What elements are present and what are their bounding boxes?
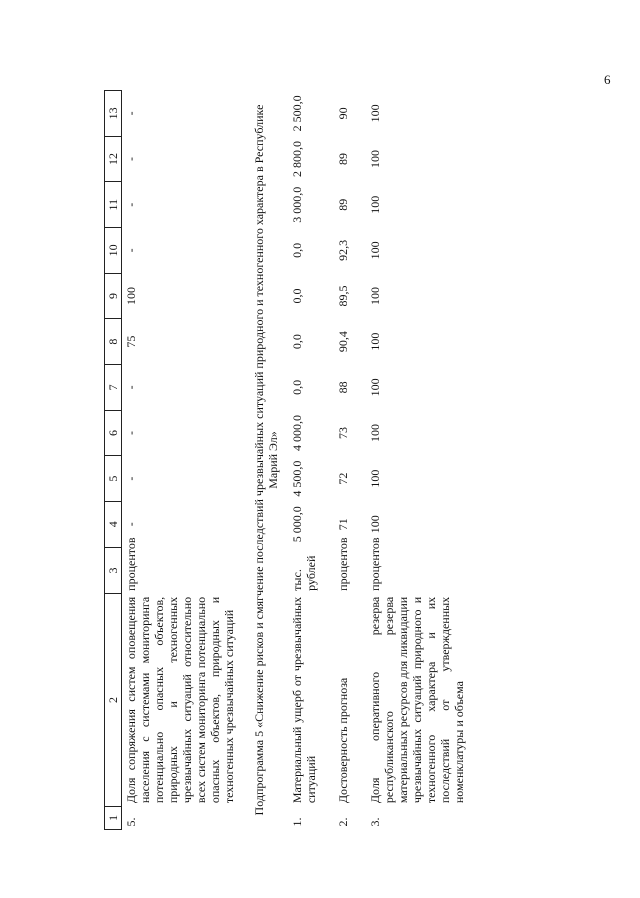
- value-cell: -: [124, 202, 138, 207]
- value-cell: 73: [336, 426, 350, 439]
- value-cell: 88: [336, 381, 350, 394]
- indicator-name: Доля сопряжения систем оповещения населения с системами мониторинга потенциально опасных объектов, природных и техногенных чрезвычайных ситуаций относительно всех систем мониторинга потенциально опасных объектов, природных и техногенных чрезвычайных ситуаций: [124, 596, 236, 804]
- value-cell: 100: [368, 515, 382, 534]
- value-cell: 0,0: [290, 334, 304, 350]
- rotated-table-container: [104, 90, 528, 830]
- value-cell: 100: [368, 287, 382, 305]
- value-cell: 2 500,0: [290, 95, 304, 132]
- value-cell: 89,5: [336, 285, 350, 307]
- spacer-row: [352, 91, 366, 830]
- value-cell: 75: [124, 335, 138, 348]
- header-cell: 7: [105, 364, 122, 410]
- header-cell: 11: [105, 182, 122, 228]
- table-row: [122, 91, 239, 830]
- value-cell: 72: [336, 472, 350, 485]
- spacer-row: [320, 91, 334, 830]
- value-cell: -: [124, 476, 138, 481]
- indicator-name: Доля оперативного резерва республиканского резерва материальных ресурсов для ликвидации чрезвычайных ситуаций природного и техногенного характера и их последствий от утвержденных номенклатуры и объема: [368, 596, 466, 804]
- header-row: [105, 91, 122, 830]
- value-cell: 100: [368, 332, 382, 351]
- unit-cell: процентов: [336, 537, 350, 591]
- header-cell: 4: [105, 501, 122, 547]
- value-cell: 0,0: [290, 242, 304, 258]
- value-cell: 100: [368, 241, 382, 260]
- table-row: [334, 91, 352, 830]
- page-number: 6: [604, 72, 611, 87]
- table-row: [366, 91, 468, 830]
- value-cell: -: [124, 248, 138, 253]
- row-number: 2.: [336, 817, 350, 827]
- value-cell: -: [124, 157, 138, 162]
- value-cell: 3 000,0: [290, 186, 304, 223]
- value-cell: -: [124, 522, 138, 527]
- value-cell: 100: [368, 150, 382, 169]
- table-row: [288, 91, 320, 830]
- row-number: 5.: [124, 817, 138, 827]
- value-cell: -: [124, 111, 138, 116]
- value-cell: 100: [368, 423, 382, 442]
- unit-cell: процентов: [368, 537, 382, 591]
- value-cell: 4 500,0: [290, 460, 304, 497]
- unit-cell: процентов: [124, 537, 138, 591]
- value-cell: 4 000,0: [290, 414, 304, 451]
- value-cell: 92,3: [336, 239, 350, 261]
- value-cell: 0,0: [290, 288, 304, 304]
- value-cell: 100: [368, 378, 382, 397]
- unit-cell: тыс. рублей: [290, 555, 318, 591]
- value-cell: 89: [336, 153, 350, 166]
- value-cell: -: [124, 385, 138, 390]
- value-cell: 71: [336, 518, 350, 531]
- subprogram-title: Подпрограмма 5 «Снижение рисков и смягчение последствий чрезвычайных ситуаций природного и техногенного характера в Республике Марий Эл»: [252, 104, 280, 816]
- header-cell: 3: [105, 547, 122, 594]
- row-number: 1.: [290, 817, 304, 827]
- value-cell: 89: [336, 198, 350, 211]
- indicator-name: Материальный ущерб от чрезвычайных ситуаций: [290, 596, 318, 804]
- value-cell: 0,0: [290, 379, 304, 395]
- header-cell: 6: [105, 410, 122, 456]
- header-cell: 1: [105, 806, 122, 829]
- value-cell: 100: [368, 195, 382, 214]
- header-cell: 5: [105, 456, 122, 502]
- value-cell: 90: [336, 107, 350, 120]
- subprogram-row: [238, 91, 288, 830]
- header-cell: 13: [105, 91, 122, 137]
- header-cell: 8: [105, 319, 122, 365]
- value-cell: 100: [368, 104, 382, 123]
- header-cell: 12: [105, 136, 122, 182]
- indicators-table: [104, 90, 468, 830]
- header-cell: 2: [105, 594, 122, 806]
- value-cell: 2 800,0: [290, 141, 304, 178]
- indicator-name: Достоверность прогноза: [336, 677, 350, 804]
- header-cell: 10: [105, 228, 122, 274]
- value-cell: 90,4: [336, 331, 350, 353]
- value-cell: 5 000,0: [290, 506, 304, 543]
- value-cell: 100: [124, 287, 138, 305]
- value-cell: 100: [368, 469, 382, 488]
- row-number: 3.: [368, 817, 382, 827]
- header-cell: 9: [105, 273, 122, 319]
- value-cell: -: [124, 430, 138, 435]
